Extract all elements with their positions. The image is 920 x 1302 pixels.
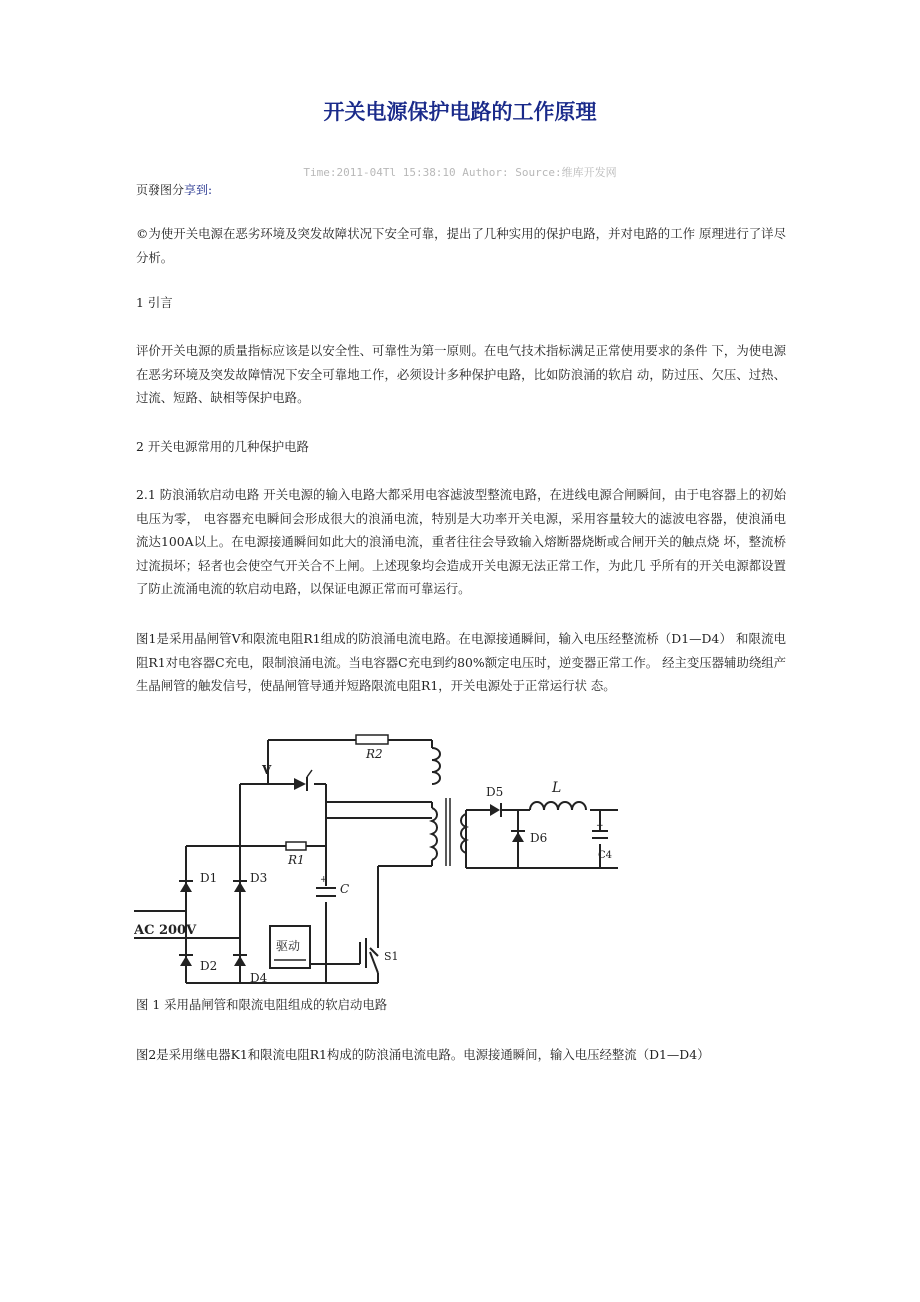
label-r2: R2 bbox=[366, 747, 383, 761]
share-link[interactable]: 享到: bbox=[184, 183, 213, 197]
intro-paragraph: 评价开关电源的质量指标应该是以安全性、可靠性为第一原则。在电气技术指标满足正常使用要求的条件 下，为使电源在恶劣环境及突发故障情况下安全可靠地工作，必须设计多种保护电路，比如防浪涌的软启 动，防过压、欠压、过热、过流、短路、缺相等保护电路。 bbox=[136, 343, 786, 405]
label-d6: D6 bbox=[530, 831, 548, 845]
label-c: C bbox=[340, 882, 350, 896]
abstract-paragraph: ©为使开关电源在恶劣环境及突发故障状况下安全可靠，提出了几种实用的保护电路，并对电路的工作 原理进行了详尽分析。 bbox=[136, 226, 786, 265]
svg-text:+: + bbox=[596, 821, 604, 831]
label-ac: AC 200V bbox=[134, 923, 197, 938]
figure1-description-paragraph: 图1是采用晶闸管V和限流电阻R1组成的防浪涌电流电路。在电源接通瞬间，输入电压经整流桥（D1—D4） 和限流电阻R1对电容器C充电，限制浪涌电流。当电容器C充电到约80%额定电压时，逆变器正常工作。 经主变压器辅助绕组产生晶闸管的触发信号，使晶闸管导通并短路限流电阻R1，开关电源处于正常运行状 态。 bbox=[136, 631, 787, 693]
share-row bbox=[136, 181, 212, 198]
label-l: L bbox=[552, 780, 562, 796]
label-c4: C4 bbox=[598, 850, 613, 861]
label-s1: S1 bbox=[384, 950, 399, 963]
figure-caption: 图 1 采用晶闸管和限流电阻组成的软启动电路 bbox=[136, 997, 388, 1012]
label-d4: D4 bbox=[250, 971, 268, 985]
section-heading-circuits: 2 开关电源常用的几种保护电路 bbox=[136, 439, 309, 454]
label-d1: D1 bbox=[200, 871, 218, 885]
article-title: 开关电源保护电路的工作原理 bbox=[323, 100, 597, 124]
svg-text:+: + bbox=[320, 875, 328, 885]
label-d2: D2 bbox=[200, 959, 218, 973]
article-meta: Time:2011-04Tl 15:38:10 Author: Source:维库开发网 bbox=[303, 166, 617, 179]
section-heading-intro: 1 引言 bbox=[136, 295, 173, 310]
label-d3: D3 bbox=[250, 871, 268, 885]
label-r1: R1 bbox=[288, 853, 305, 867]
soft-start-paragraph: 2.1 防浪涌软启动电路 开关电源的输入电路大都采用电容滤波型整流电路，在进线电源合闸瞬间，由于电容器上的初始电压为零， 电容器充电瞬间会形成很大的浪涌电流，特别是大功率开关电源，采用容量较大的滤波电容器，使浪涌电 流达100A以上。在电源接通瞬间如此大的浪涌电流，重者往往会导致输入熔断器烧断或合闸开关的触点烧 坏，整流桥过流损坏；轻者也会使空气开关合不上闸。上述现象均会造成开关电源无法正常工作，为此几 乎所有的开关电源都设置了防止流涌电流的软启动电路，以保证电源正常而可靠运行。 bbox=[136, 487, 786, 596]
circuit-figure bbox=[134, 718, 620, 996]
share-prefix: 页發图分 bbox=[136, 183, 185, 197]
label-d5: D5 bbox=[486, 785, 504, 799]
label-v: V bbox=[262, 763, 272, 777]
figure2-description-paragraph: 图2是采用继电器K1和限流电阻R1构成的防浪涌电流电路。电源接通瞬间，输入电压经整流（D1—D4） bbox=[136, 1047, 710, 1062]
label-drive: 驱动 bbox=[276, 939, 301, 953]
